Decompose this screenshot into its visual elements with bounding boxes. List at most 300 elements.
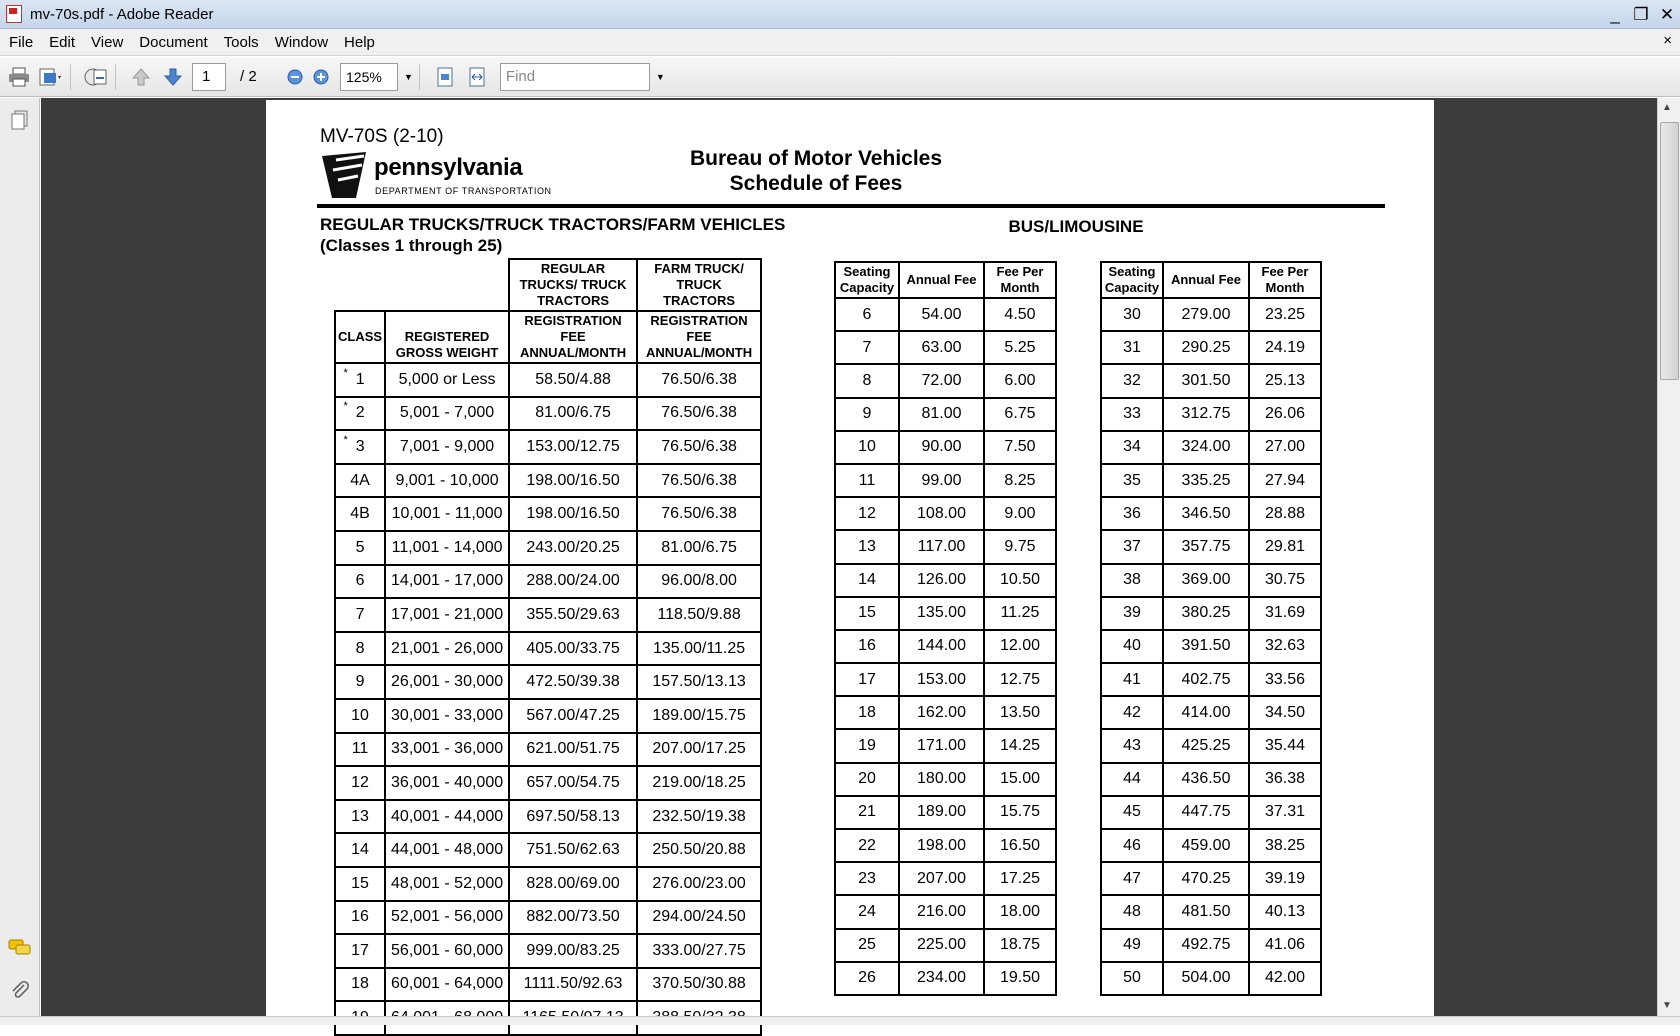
- farm-fee-cell: 232.50/19.38: [637, 800, 761, 834]
- seating-cell: 50: [1101, 962, 1163, 995]
- weight-cell: 21,001 - 26,000: [385, 632, 509, 666]
- annual-fee-cell: 369.00: [1163, 564, 1249, 597]
- seating-cell: 14: [835, 564, 899, 597]
- vertical-scrollbar[interactable]: [1657, 98, 1680, 1016]
- weight-cell: 60,001 - 64,000: [385, 968, 509, 1002]
- pdf-file-icon: [6, 5, 22, 23]
- weight-cell: 11,001 - 14,000: [385, 531, 509, 565]
- annual-fee-cell: 126.00: [899, 564, 984, 597]
- restore-button[interactable]: ❐: [1633, 4, 1649, 24]
- toolbar-separator: [419, 64, 420, 90]
- annual-fee-cell: 234.00: [899, 962, 984, 995]
- annual-fee-cell: 492.75: [1163, 929, 1249, 962]
- class-value: 1: [355, 370, 365, 388]
- bus-section-title: BUS/LIMOUSINE: [1008, 217, 1144, 236]
- email-pdf-icon[interactable]: [38, 64, 64, 90]
- seating-cell: 35: [1101, 464, 1163, 497]
- bus-fee-table-left: [834, 261, 1057, 996]
- monthly-fee-cell: 26.06: [1249, 398, 1321, 431]
- page-number-input[interactable]: 1: [192, 63, 226, 91]
- regular-fee-cell: 198.00/16.50: [509, 464, 637, 498]
- annual-fee-cell: 162.00: [899, 696, 984, 729]
- class-value: 5: [355, 538, 365, 556]
- monthly-fee-cell: 33.56: [1249, 663, 1321, 696]
- class-cell: [335, 464, 385, 498]
- regular-fee-cell: 751.50/62.63: [509, 833, 637, 867]
- monthly-fee-header: Fee Per Month: [1249, 262, 1321, 298]
- attachments-panel-icon[interactable]: [8, 978, 32, 1002]
- regular-fee-cell: 198.00/16.50: [509, 497, 637, 531]
- monthly-fee-cell: 6.00: [984, 364, 1056, 397]
- class-cell: [335, 901, 385, 935]
- table-row: [335, 766, 761, 800]
- monthly-fee-cell: 12.00: [984, 630, 1056, 663]
- monthly-fee-cell: 27.00: [1249, 431, 1321, 464]
- seating-cell: 21: [835, 796, 899, 829]
- class-value: 14: [351, 841, 369, 859]
- farm-fee-cell: 219.00/18.25: [637, 766, 761, 800]
- table-row: [835, 497, 1056, 530]
- class-cell: [335, 598, 385, 632]
- farm-fee-cell: 250.50/20.88: [637, 833, 761, 867]
- monthly-fee-cell: 27.94: [1249, 464, 1321, 497]
- farm-fee-cell: 207.00/17.25: [637, 733, 761, 767]
- seating-cell: 40: [1101, 630, 1163, 663]
- annual-fee-header: Annual Fee: [899, 262, 984, 298]
- seating-cell: 32: [1101, 364, 1163, 397]
- zoom-dropdown-icon[interactable]: ▼: [404, 71, 413, 82]
- pdf-page: [266, 100, 1434, 1020]
- regular-fee-header: REGISTRATION FEE ANNUAL/MONTH: [509, 311, 637, 363]
- annual-fee-cell: 90.00: [899, 431, 984, 464]
- annual-fee-cell: 380.25: [1163, 597, 1249, 630]
- seating-cell: 31: [1101, 331, 1163, 364]
- regular-fee-cell: 243.00/20.25: [509, 531, 637, 565]
- weight-cell: 17,001 - 21,000: [385, 598, 509, 632]
- seating-cell: 49: [1101, 929, 1163, 962]
- monthly-fee-cell: 28.88: [1249, 497, 1321, 530]
- class-value: 4B: [350, 505, 370, 523]
- monthly-fee-cell: 18.00: [984, 895, 1056, 928]
- annual-fee-cell: 135.00: [899, 597, 984, 630]
- class-cell: [335, 363, 385, 397]
- annual-fee-cell: 144.00: [899, 630, 984, 663]
- class-value: 6: [355, 572, 365, 590]
- seating-cell: 18: [835, 696, 899, 729]
- table-row: [1101, 862, 1321, 895]
- seating-cell: 45: [1101, 796, 1163, 829]
- status-bar: [0, 1016, 1680, 1025]
- table-row: [835, 364, 1056, 397]
- class-cell: [335, 800, 385, 834]
- class-cell: [335, 934, 385, 968]
- table-row: [835, 398, 1056, 431]
- monthly-fee-cell: 23.25: [1249, 298, 1321, 331]
- monthly-fee-cell: 29.81: [1249, 530, 1321, 563]
- document-viewport[interactable]: [41, 98, 1657, 1016]
- annual-fee-cell: 312.75: [1163, 398, 1249, 431]
- monthly-fee-cell: 15.75: [984, 796, 1056, 829]
- table-row: [1101, 364, 1321, 397]
- farm-fee-cell: 81.00/6.75: [637, 531, 761, 565]
- regular-fee-cell: 621.00/51.75: [509, 733, 637, 767]
- seating-cell: 24: [835, 895, 899, 928]
- seating-cell: 15: [835, 597, 899, 630]
- class-value: 11: [351, 740, 369, 758]
- regular-fee-cell: 882.00/73.50: [509, 901, 637, 935]
- table-row: [335, 430, 761, 464]
- monthly-fee-cell: 30.75: [1249, 564, 1321, 597]
- seating-cell: 11: [835, 464, 899, 497]
- document-heading: Bureau of Motor Vehicles: [689, 147, 943, 170]
- monthly-fee-cell: 39.19: [1249, 862, 1321, 895]
- window-title: mv-70s.pdf - Adobe Reader: [30, 5, 214, 23]
- farm-fee-cell: 276.00/23.00: [637, 867, 761, 901]
- annual-fee-cell: 436.50: [1163, 763, 1249, 796]
- table-row: [835, 829, 1056, 862]
- table-row: [335, 733, 761, 767]
- previous-page-icon[interactable]: [128, 64, 154, 90]
- farm-fee-header: REGISTRATION FEE ANNUAL/MONTH: [637, 311, 761, 363]
- page-total: / 2: [240, 68, 257, 85]
- table-row: [835, 763, 1056, 796]
- class-cell: [335, 497, 385, 531]
- scroll-up-icon[interactable]: ▲: [1662, 102, 1672, 113]
- seating-cell: 43: [1101, 729, 1163, 762]
- seating-cell: 13: [835, 530, 899, 563]
- table-row: [1101, 929, 1321, 962]
- toolbar-separator: [70, 64, 71, 90]
- regular-fee-cell: 1111.50/92.63: [509, 968, 637, 1002]
- class-value: 9: [355, 673, 365, 691]
- table-row: [1101, 696, 1321, 729]
- annual-fee-cell: 459.00: [1163, 829, 1249, 862]
- menu-window[interactable]: Window: [274, 33, 329, 51]
- seating-cell: 36: [1101, 497, 1163, 530]
- class-value: 12: [351, 773, 369, 791]
- regular-fee-cell: 697.50/58.13: [509, 800, 637, 834]
- monthly-fee-cell: 7.50: [984, 431, 1056, 464]
- monthly-fee-cell: 9.75: [984, 530, 1056, 563]
- table-row: [335, 699, 761, 733]
- monthly-fee-cell: 6.75: [984, 398, 1056, 431]
- weight-cell: 52,001 - 56,000: [385, 901, 509, 935]
- annual-fee-cell: 470.25: [1163, 862, 1249, 895]
- bus-fee-table-right: [1100, 261, 1322, 996]
- table-row: [835, 862, 1056, 895]
- class-cell: [335, 565, 385, 599]
- annual-fee-cell: 279.00: [1163, 298, 1249, 331]
- weight-cell: 14,001 - 17,000: [385, 565, 509, 599]
- seating-cell: 47: [1101, 862, 1163, 895]
- seating-cell: 6: [835, 298, 899, 331]
- farm-fee-cell: 118.50/9.88: [637, 598, 761, 632]
- find-dropdown-icon[interactable]: ▼: [655, 71, 665, 82]
- pages-panel-icon[interactable]: [8, 108, 32, 132]
- class-cell: [335, 766, 385, 800]
- table-row: [335, 531, 761, 565]
- table-row: [835, 597, 1056, 630]
- seating-cell: 7: [835, 331, 899, 364]
- class-value: 16: [351, 908, 369, 926]
- weight-cell: 7,001 - 9,000: [385, 430, 509, 464]
- monthly-fee-cell: 40.13: [1249, 895, 1321, 928]
- table-row: [1101, 796, 1321, 829]
- table-row: [835, 298, 1056, 331]
- regular-fee-cell: 153.00/12.75: [509, 430, 637, 464]
- class-value: 2: [355, 404, 365, 422]
- table-row: [335, 397, 761, 431]
- footnote-marker: *: [343, 433, 348, 446]
- seating-cell: 9: [835, 398, 899, 431]
- menu-view[interactable]: View: [91, 33, 124, 51]
- comments-panel-icon[interactable]: [8, 936, 32, 960]
- footnote-marker: *: [343, 400, 348, 413]
- table-row: [1101, 497, 1321, 530]
- logo-name: pennsylvania: [374, 154, 523, 181]
- weight-cell: 44,001 - 48,000: [385, 833, 509, 867]
- next-page-icon[interactable]: [160, 64, 186, 90]
- menu-bar: [0, 29, 1680, 56]
- seating-cell: 26: [835, 962, 899, 995]
- seating-cell: 23: [835, 862, 899, 895]
- table-row: [1101, 663, 1321, 696]
- keystone-logo-icon: [318, 150, 370, 200]
- monthly-fee-cell: 37.31: [1249, 796, 1321, 829]
- class-value: 3: [355, 437, 365, 455]
- table-row: [1101, 298, 1321, 331]
- regular-fee-cell: 567.00/47.25: [509, 699, 637, 733]
- table-row: [1101, 530, 1321, 563]
- monthly-fee-cell: 42.00: [1249, 962, 1321, 995]
- window-controls: [1602, 0, 1680, 29]
- menu-help[interactable]: Help: [344, 33, 375, 51]
- farm-fee-cell: 333.00/27.75: [637, 934, 761, 968]
- monthly-fee-cell: 35.44: [1249, 729, 1321, 762]
- table-row: [335, 464, 761, 498]
- class-value: 4A: [350, 471, 370, 489]
- seating-cell: 33: [1101, 398, 1163, 431]
- class-value: 7: [355, 605, 365, 623]
- farm-fee-cell: 157.50/13.13: [637, 665, 761, 699]
- annual-fee-cell: 391.50: [1163, 630, 1249, 663]
- weight-cell: 36,001 - 40,000: [385, 766, 509, 800]
- annual-fee-header: Annual Fee: [1163, 262, 1249, 298]
- monthly-fee-cell: 17.25: [984, 862, 1056, 895]
- zoom-level-input[interactable]: 125%: [340, 63, 398, 91]
- seating-cell: 38: [1101, 564, 1163, 597]
- table-row: [835, 929, 1056, 962]
- seating-cell: 34: [1101, 431, 1163, 464]
- menu-file[interactable]: File: [9, 33, 34, 51]
- table-row: [835, 729, 1056, 762]
- weight-cell: 56,001 - 60,000: [385, 934, 509, 968]
- annual-fee-cell: 225.00: [899, 929, 984, 962]
- blank-header: [335, 259, 509, 311]
- scrollbar-thumb[interactable]: [1660, 122, 1679, 380]
- table-row: [1101, 962, 1321, 995]
- seating-cell: 17: [835, 663, 899, 696]
- fit-page-icon[interactable]: [432, 64, 458, 90]
- table-row: [1101, 630, 1321, 663]
- seating-cell: 16: [835, 630, 899, 663]
- class-cell: [335, 665, 385, 699]
- document-subheading: Schedule of Fees: [729, 172, 903, 195]
- farm-fee-cell: 96.00/8.00: [637, 565, 761, 599]
- weight-cell: 33,001 - 36,000: [385, 733, 509, 767]
- class-cell: [335, 867, 385, 901]
- menu-tools[interactable]: Tools: [223, 33, 259, 51]
- annual-fee-cell: 425.25: [1163, 729, 1249, 762]
- menu-document[interactable]: Document: [139, 33, 208, 51]
- monthly-fee-cell: 34.50: [1249, 696, 1321, 729]
- document-close-button[interactable]: ×: [1663, 32, 1672, 49]
- monthly-fee-cell: 15.00: [984, 763, 1056, 796]
- table-row: [1101, 398, 1321, 431]
- table-row: [1101, 464, 1321, 497]
- weight-cell: 30,001 - 33,000: [385, 699, 509, 733]
- class-header: CLASS: [335, 311, 385, 363]
- weight-cell: 9,001 - 10,000: [385, 464, 509, 498]
- farm-trucks-header: FARM TRUCK/ TRUCK TRACTORS: [637, 259, 761, 311]
- fit-width-icon[interactable]: [464, 64, 490, 90]
- monthly-fee-header: Fee Per Month: [984, 262, 1056, 298]
- monthly-fee-cell: 12.75: [984, 663, 1056, 696]
- form-id: MV-70S (2-10): [320, 126, 444, 147]
- table-row: [835, 431, 1056, 464]
- monthly-fee-cell: 10.50: [984, 564, 1056, 597]
- annual-fee-cell: 99.00: [899, 464, 984, 497]
- class-cell: [335, 430, 385, 464]
- farm-fee-cell: 135.00/11.25: [637, 632, 761, 666]
- seating-cell: 12: [835, 497, 899, 530]
- close-button[interactable]: ✕: [1659, 4, 1675, 24]
- farm-fee-cell: 76.50/6.38: [637, 363, 761, 397]
- minimize-button[interactable]: _: [1610, 4, 1620, 24]
- weight-cell: 26,001 - 30,000: [385, 665, 509, 699]
- annual-fee-cell: 301.50: [1163, 364, 1249, 397]
- table-row: [335, 833, 761, 867]
- annual-fee-cell: 481.50: [1163, 895, 1249, 928]
- trucks-section-title: REGULAR TRUCKS/TRUCK TRACTORS/FARM VEHICLES: [320, 215, 786, 234]
- zoom-in-icon[interactable]: [308, 64, 334, 90]
- zoom-out-icon[interactable]: [282, 64, 308, 90]
- seating-cell: 19: [835, 729, 899, 762]
- annual-fee-cell: 54.00: [899, 298, 984, 331]
- table-row: [335, 598, 761, 632]
- class-cell: [335, 733, 385, 767]
- annual-fee-cell: 117.00: [899, 530, 984, 563]
- monthly-fee-cell: 9.00: [984, 497, 1056, 530]
- class-cell: [335, 632, 385, 666]
- find-input[interactable]: Find: [500, 63, 650, 91]
- table-row: [1101, 829, 1321, 862]
- annual-fee-cell: 180.00: [899, 763, 984, 796]
- table-row: [835, 696, 1056, 729]
- annual-fee-cell: 402.75: [1163, 663, 1249, 696]
- trucks-section-subtitle: (Classes 1 through 25): [320, 236, 503, 255]
- seating-header: Seating Capacity: [1101, 262, 1163, 298]
- table-row: [1101, 597, 1321, 630]
- weight-cell: 5,000 or Less: [385, 363, 509, 397]
- table-row: [335, 665, 761, 699]
- table-row: [335, 934, 761, 968]
- farm-fee-cell: 370.50/30.88: [637, 968, 761, 1002]
- annual-fee-cell: 171.00: [899, 729, 984, 762]
- annual-fee-cell: 108.00: [899, 497, 984, 530]
- regular-fee-cell: 999.00/83.25: [509, 934, 637, 968]
- class-value: 17: [351, 941, 369, 959]
- table-row: [1101, 729, 1321, 762]
- farm-fee-cell: 76.50/6.38: [637, 397, 761, 431]
- table-row: [335, 800, 761, 834]
- annual-fee-cell: 324.00: [1163, 431, 1249, 464]
- annual-fee-cell: 290.25: [1163, 331, 1249, 364]
- annual-fee-cell: 414.00: [1163, 696, 1249, 729]
- monthly-fee-cell: 4.50: [984, 298, 1056, 331]
- annual-fee-cell: 216.00: [899, 895, 984, 928]
- seating-cell: 39: [1101, 597, 1163, 630]
- table-row: [835, 663, 1056, 696]
- navigation-pane: [0, 98, 40, 1016]
- table-row: [835, 796, 1056, 829]
- table-row: [335, 497, 761, 531]
- seating-cell: 37: [1101, 530, 1163, 563]
- menu-edit[interactable]: Edit: [49, 33, 76, 51]
- seating-cell: 10: [835, 431, 899, 464]
- seating-cell: 8: [835, 364, 899, 397]
- table-row: [335, 565, 761, 599]
- toolbar-separator: [115, 64, 116, 90]
- table-row: [335, 901, 761, 935]
- class-value: 10: [351, 706, 369, 724]
- collaborate-icon[interactable]: [83, 64, 109, 90]
- seating-cell: 30: [1101, 298, 1163, 331]
- table-row: [335, 632, 761, 666]
- table-row: [1101, 895, 1321, 928]
- table-row: [335, 968, 761, 1002]
- table-row: [835, 464, 1056, 497]
- annual-fee-cell: 335.25: [1163, 464, 1249, 497]
- table-row: [835, 564, 1056, 597]
- monthly-fee-cell: 25.13: [1249, 364, 1321, 397]
- farm-fee-cell: 76.50/6.38: [637, 497, 761, 531]
- monthly-fee-cell: 36.38: [1249, 763, 1321, 796]
- seating-header: Seating Capacity: [835, 262, 899, 298]
- monthly-fee-cell: 18.75: [984, 929, 1056, 962]
- print-icon[interactable]: [6, 64, 32, 90]
- seating-cell: 25: [835, 929, 899, 962]
- annual-fee-cell: 357.75: [1163, 530, 1249, 563]
- class-value: 18: [351, 975, 369, 993]
- class-value: 13: [351, 807, 369, 825]
- class-cell: [335, 699, 385, 733]
- regular-fee-cell: 405.00/33.75: [509, 632, 637, 666]
- monthly-fee-cell: 38.25: [1249, 829, 1321, 862]
- table-row: [1101, 763, 1321, 796]
- table-row: [1101, 564, 1321, 597]
- annual-fee-cell: 63.00: [899, 331, 984, 364]
- seating-cell: 44: [1101, 763, 1163, 796]
- class-cell: [335, 397, 385, 431]
- regular-fee-cell: 58.50/4.88: [509, 363, 637, 397]
- annual-fee-cell: 504.00: [1163, 962, 1249, 995]
- annual-fee-cell: 207.00: [899, 862, 984, 895]
- table-row: [335, 867, 761, 901]
- annual-fee-cell: 72.00: [899, 364, 984, 397]
- scroll-down-icon[interactable]: ▼: [1662, 1000, 1672, 1011]
- class-value: 8: [355, 639, 365, 657]
